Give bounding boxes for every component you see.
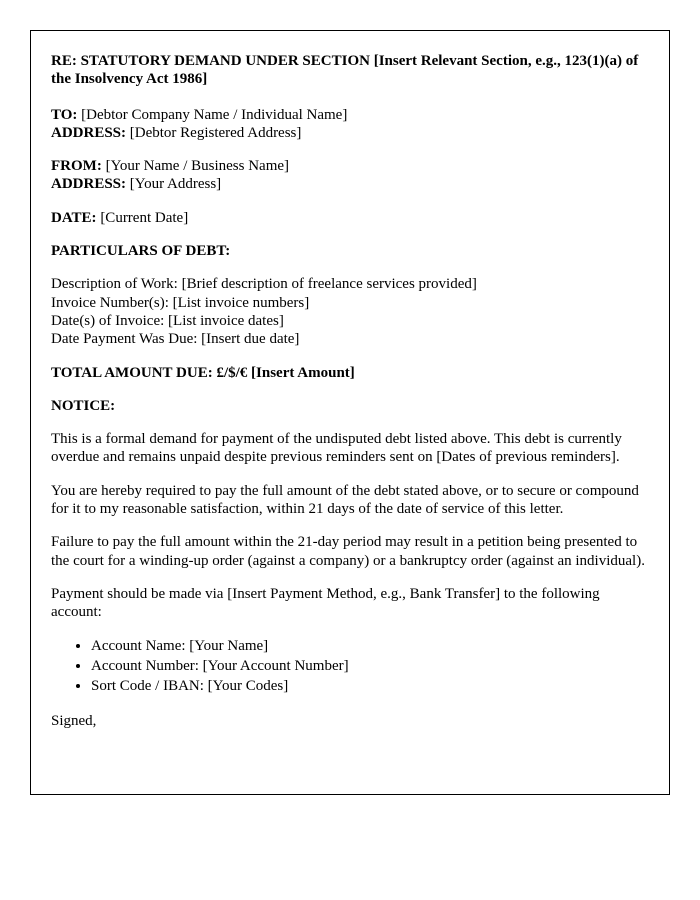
recipient-address-line xyxy=(51,124,649,142)
sender-address-label: ADDRESS: xyxy=(51,176,127,193)
sender-label: FROM: xyxy=(51,158,102,175)
date-label: DATE: xyxy=(51,209,97,226)
particulars-item: Date Payment Was Due: [Insert due date] xyxy=(51,331,300,348)
recipient-label: TO: xyxy=(51,106,78,123)
date-line xyxy=(51,209,649,227)
paragraph-demand: This is a formal demand for payment of the undisputed debt listed above. This debt is currently overdue and remains unpaid despite previous reminders sent on [Dates of previous reminders]. xyxy=(51,431,622,466)
recipient-value: [Debtor Company Name / Individual Name] xyxy=(81,106,348,123)
sender-address-value: [Your Address] xyxy=(129,176,222,193)
recipient-line xyxy=(51,106,649,124)
statutory-demand-letter xyxy=(30,30,670,795)
recipient-block xyxy=(51,106,649,143)
sender-address-line xyxy=(51,175,649,193)
particulars-item: Description of Work: [Brief description of freelance services provided] xyxy=(51,276,477,293)
date-block xyxy=(51,209,649,227)
sender-line xyxy=(51,157,649,175)
particulars-item: Invoice Number(s): [List invoice numbers] xyxy=(51,294,310,311)
paragraph-payment-method: Payment should be made via [Insert Payment Method, e.g., Bank Transfer] to the following account: xyxy=(51,585,600,621)
recipient-address-value: [Debtor Registered Address] xyxy=(129,124,302,141)
notice-heading: NOTICE: xyxy=(51,397,116,414)
paragraph-consequences: Failure to pay the full amount within the 21-day period may result in a petition being presented to the court for a winding-up order (against a company) or a bankruptcy order (against an individual). xyxy=(51,534,645,569)
signoff-line: Signed, xyxy=(51,713,97,730)
account-number-item: • Account Number: [Your Account Number] xyxy=(91,657,649,675)
sender-value: [Your Name / Business Name] xyxy=(105,158,290,175)
total-due-line: TOTAL AMOUNT DUE: £/$/€ [Insert Amount] xyxy=(51,364,355,381)
recipient-address-label: ADDRESS: xyxy=(51,124,127,141)
account-name-item: • Account Name: [Your Name] xyxy=(91,637,649,655)
particulars-item: Date(s) of Invoice: [List invoice dates] xyxy=(51,312,284,329)
paragraph-requirement: You are hereby required to pay the full amount of the debt stated above, or to secure or compound for it to my reasonable satisfaction, within 21 days of the date of service of this letter. xyxy=(51,482,639,518)
particulars-heading: PARTICULARS OF DEBT: xyxy=(51,243,231,260)
subject-line: RE: STATUTORY DEMAND UNDER SECTION [Insert Relevant Section, e.g., 123(1)(a) of the Insolvency Act 1986] xyxy=(51,53,639,88)
sort-code-item: • Sort Code / IBAN: [Your Codes] xyxy=(91,677,649,695)
date-value: [Current Date] xyxy=(100,209,189,226)
account-details-list xyxy=(51,637,649,696)
particulars-block xyxy=(51,275,649,348)
sender-block xyxy=(51,157,649,194)
